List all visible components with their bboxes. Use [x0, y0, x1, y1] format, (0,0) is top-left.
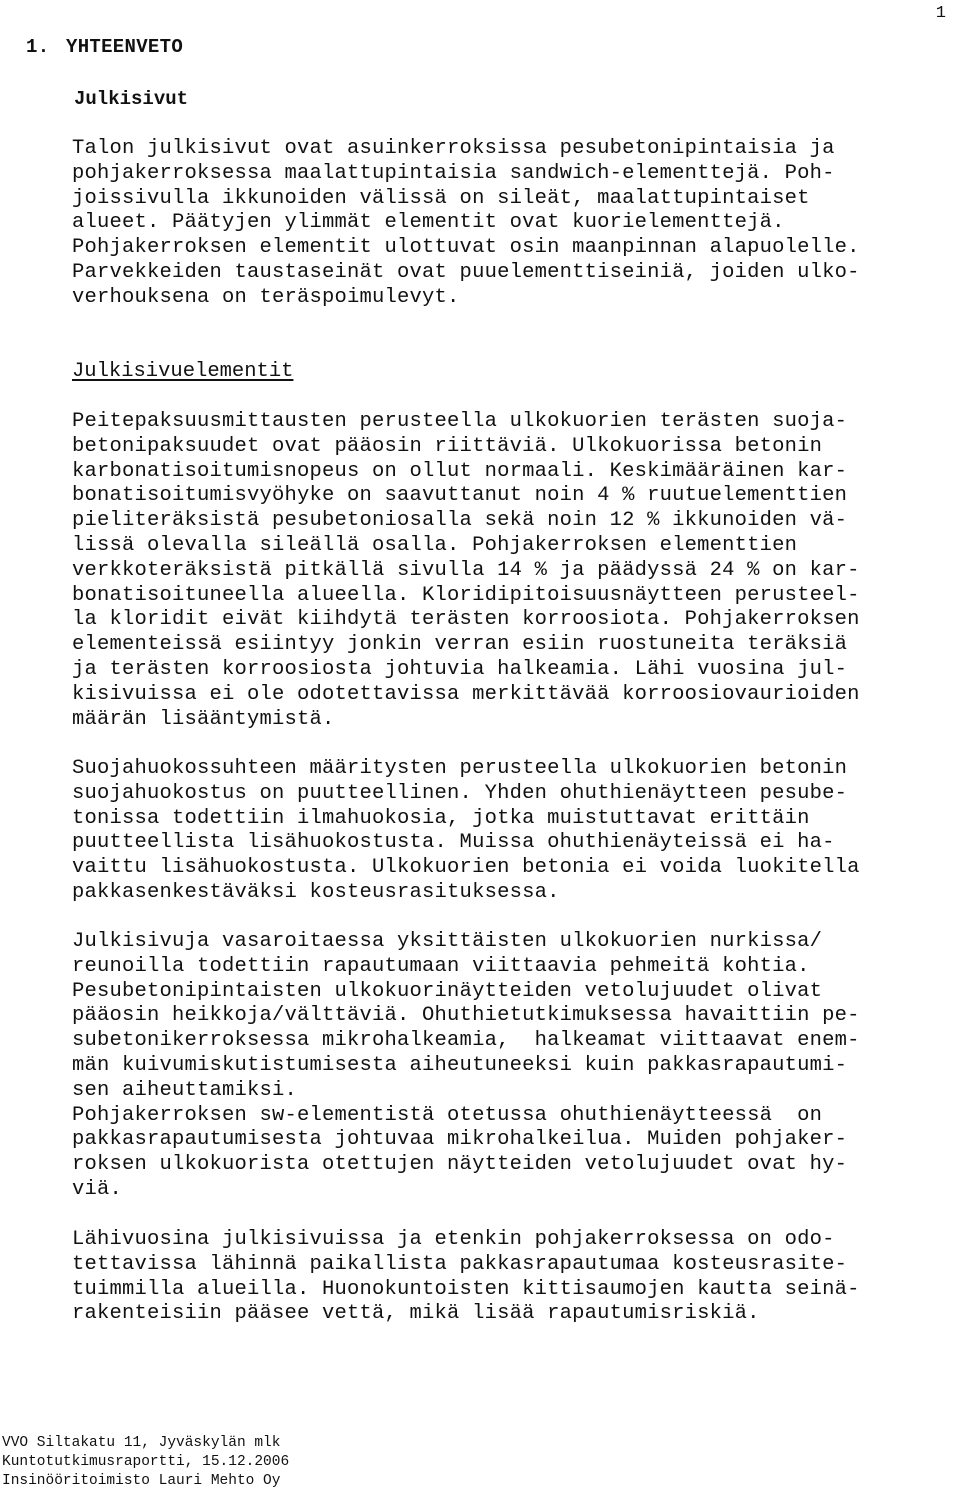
text-line: bonatisoitumisvyöhyke on saavuttanut noin 4 % ruutuelementtien	[72, 484, 848, 508]
text-line: pohjakerroksessa maalattupintaisia sandwich-elementtejä. Poh-	[72, 161, 835, 185]
text-line: lissä olevalla sileällä osalla. Pohjakerroksen elementtien	[72, 533, 798, 557]
text-line: pieliteräksistä pesubetoniosalla sekä noin 12 % ikkunoiden vä-	[72, 509, 848, 533]
text-line: viä.	[72, 1177, 123, 1201]
text-line: pakkasrapautumisesta johtuvaa mikrohalkeilua. Muiden pohjaker-	[72, 1128, 848, 1152]
text-line: vaittu lisähuokostusta. Ulkokuorien betonia ei voida luokitella	[72, 856, 860, 880]
text-line: reunoilla todettiin rapautumaan viittaavia pehmeitä kohtia.	[72, 954, 810, 978]
paragraph-carbonation	[72, 410, 932, 732]
section-heading: Julkisivut	[74, 88, 189, 110]
text-line: alueet. Päätyjen ylimmät elementit ovat kuorielementtejä.	[72, 211, 785, 235]
text-line: subetonikerroksessa mikrohalkeamia, halkeamat viittaavat enem-	[72, 1029, 860, 1053]
page-number: 1	[935, 4, 946, 23]
page-footer	[2, 1434, 289, 1491]
text-line: Parvekkeiden taustaseinät ovat puuelementtiseiniä, joiden ulko-	[72, 260, 860, 284]
text-line: pakkasenkestäväksi kosteusrasituksessa.	[72, 880, 560, 904]
text-line: Julkisivuja vasaroitaessa yksittäisten ulkokuorien nurkissa/	[72, 930, 823, 953]
subheading-facade-elements: Julkisivuelementit	[72, 360, 294, 383]
text-line: tettavissa lähinnä paikallista pakkasrapautumaa kosteusrasite-	[72, 1252, 848, 1276]
text-line: män kuivumiskutistumisesta aiheutuneeksi kuin pakkasrapautumi-	[72, 1053, 848, 1077]
text-line: elementeissä esiintyy jonkin verran esiin ruostuneita teräksiä	[72, 633, 848, 657]
text-line: pääosin heikkoja/välttäviä. Ohuthietutkimuksessa havaittiin pe-	[72, 1004, 860, 1028]
text-line: betonipaksuudet ovat pääosin riittäviä. Ulkokuorissa betonin	[72, 434, 823, 458]
text-line: verhouksena on teräspoimulevyt.	[72, 285, 460, 309]
text-line: tuimmilla alueilla. Huonokuntoisten kittisaumojen kautta seinä-	[72, 1277, 860, 1301]
text-line: Pesubetonipintaisten ulkokuorinäytteiden vetolujuudet olivat	[72, 979, 823, 1003]
chapter-number: 1.	[26, 36, 50, 58]
text-line: verkkoteräksistä pitkällä sivulla 14 % ja päädyssä 24 % on kar-	[72, 558, 860, 582]
text-line: Peitepaksuusmittausten perusteella ulkokuorien terästen suoja-	[72, 410, 848, 433]
footer-line-address: VVO Siltakatu 11, Jyväskylän mlk	[2, 1435, 281, 1451]
text-line: karbonatisoitumisnopeus on ollut normaali. Keskimääräinen kar-	[72, 459, 848, 483]
text-line: Pohjakerroksen elementit ulottuvat osin maanpinnan alapuolelle.	[72, 236, 860, 260]
footer-line-company: Insinööritoimisto Lauri Mehto Oy	[2, 1473, 281, 1489]
text-line: Pohjakerroksen sw-elementistä otetussa ohuthienäytteessä on	[72, 1103, 823, 1127]
footer-line-report: Kuntotutkimusraportti, 15.12.2006	[2, 1454, 290, 1470]
paragraph-hammering	[72, 930, 932, 1203]
text-line: la kloridit eivät kiihdytä terästen korroosiota. Pohjakerroksen	[72, 608, 860, 632]
paragraph-intro	[72, 137, 932, 311]
text-line: puutteellista lisähuokostusta. Muissa ohuthienäyteissä ei ha-	[72, 831, 835, 855]
chapter-title: YHTEENVETO	[66, 36, 184, 58]
text-line: sen aiheuttamiksi.	[72, 1078, 298, 1102]
paragraph-outlook	[72, 1228, 932, 1327]
text-line: Suojahuokossuhteen määritysten perusteella ulkokuorien betonin	[72, 757, 848, 780]
text-line: ja terästen korroosiosta johtuvia halkeamia. Lähi vuosina jul-	[72, 657, 848, 681]
text-line: Lähivuosina julkisivuissa ja etenkin pohjakerroksessa on odo-	[72, 1228, 835, 1251]
text-line: tonissa todettiin ilmahuokosia, jotka muistuttavat erittäin	[72, 806, 810, 830]
text-line: kisivuissa ei ole odotettavissa merkittävää korroosiovaurioiden	[72, 682, 860, 706]
chapter-heading	[26, 36, 183, 58]
text-line: Talon julkisivut ovat asuinkerroksissa pesubetonipintaisia ja	[72, 137, 835, 160]
text-line: määrän lisääntymistä.	[72, 707, 335, 731]
paragraph-frost-protection	[72, 757, 932, 906]
text-line: bonatisoituneella alueella. Kloridipitoisuusnäytteen perusteel-	[72, 583, 860, 607]
text-line: roksen ulkokuorista otettujen näytteiden vetolujuudet ovat hy-	[72, 1153, 848, 1177]
text-line: rakenteisiin pääsee vettä, mikä lisää rapautumisriskiä.	[72, 1302, 760, 1326]
text-line: joissivulla ikkunoiden välissä on sileät, maalattupintaiset	[72, 186, 810, 210]
text-line: suojahuokostus on puutteellinen. Yhden ohuthienäytteen pesube-	[72, 781, 848, 805]
